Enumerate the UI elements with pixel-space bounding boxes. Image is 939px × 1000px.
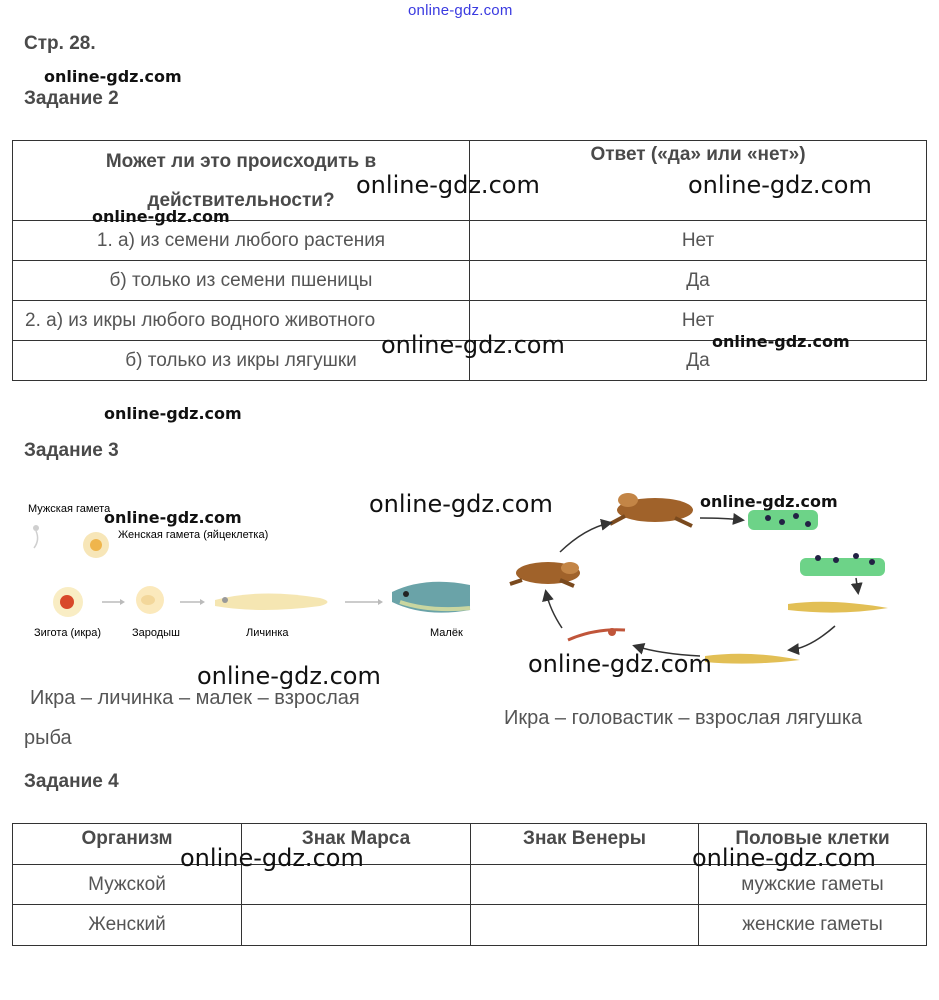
task2-row2-question: б) только из семени пшеницы	[13, 261, 470, 301]
task2-row4-question: б) только из икры лягушки	[13, 341, 470, 381]
task2-row1-answer: Нет	[470, 221, 927, 261]
embryo-icon	[136, 586, 164, 614]
task4-table	[12, 823, 927, 946]
cycle-arrow-icon	[560, 523, 610, 552]
watermark: online-gdz.com	[356, 171, 540, 199]
frog-eggs-icon	[748, 510, 818, 530]
fish-label-female-gamete: Женская гамета (яйцеклетка)	[118, 529, 269, 541]
site-mark-top: online-gdz.com	[408, 2, 513, 19]
cycle-arrow-icon	[700, 518, 742, 520]
fish-answer-line1: Икра – личинка – малек – взрослая	[30, 687, 360, 709]
task3-title: Задание 3	[24, 440, 119, 461]
task2-row3-answer: Нет	[470, 301, 927, 341]
male-gamete-icon	[33, 525, 39, 548]
task4-header-organism: Организм	[13, 824, 242, 865]
watermark: online-gdz.com	[180, 844, 364, 872]
cycle-arrow-icon	[856, 578, 858, 592]
task4-header-cells: Половые клетки	[699, 824, 927, 865]
task4-row2-organism: Женский	[13, 905, 242, 946]
adult-frog-icon	[610, 493, 693, 526]
watermark: online-gdz.com	[700, 492, 838, 511]
froglet-icon	[705, 654, 800, 664]
task2-header-question: Может ли это происходить в действительности?	[13, 141, 470, 221]
task4-header-mars: Знак Марса	[242, 824, 471, 865]
fish-label-larva: Личинка	[246, 627, 289, 639]
task4-title: Задание 4	[24, 771, 119, 792]
task4-row2-mars	[242, 905, 471, 946]
task2-header-answer: Ответ («да» или «нет»)	[470, 141, 927, 221]
watermark: online-gdz.com	[369, 490, 553, 518]
watermark: online-gdz.com	[197, 662, 381, 690]
task2-title: Задание 2	[24, 88, 119, 109]
watermark: online-gdz.com	[688, 171, 872, 199]
watermark: online-gdz.com	[381, 331, 565, 359]
task4-row1-cells: мужские гаметы	[699, 865, 927, 905]
page-label: Стр. 28.	[24, 33, 96, 54]
fish-answer-line2: рыба	[24, 727, 72, 749]
task4-row2-venus	[471, 905, 699, 946]
young-frog-icon	[568, 628, 625, 640]
task4-row2-cells: женские гаметы	[699, 905, 927, 946]
female-gamete-icon	[83, 532, 109, 558]
task2-row1-question: 1. а) из семени любого растения	[13, 221, 470, 261]
task4-row1-organism: Мужской	[13, 865, 242, 905]
frog-answer: Икра – головастик – взрослая лягушка	[504, 707, 863, 729]
zygote-egg-icon	[53, 587, 83, 617]
watermark: online-gdz.com	[92, 207, 230, 226]
fish-label-egg: Зигота (икра)	[34, 627, 102, 639]
fry-fish-icon	[392, 582, 470, 613]
watermark: online-gdz.com	[104, 404, 242, 423]
cycle-arrow-icon	[546, 592, 562, 628]
sitting-frog-icon	[510, 562, 580, 586]
task2-row3-question: 2. а) из икры любого водного животного	[13, 301, 470, 341]
fish-label-fry: Малёк	[430, 627, 463, 639]
tadpoles-icon	[800, 553, 885, 576]
watermark: online-gdz.com	[528, 650, 712, 678]
task4-header-venus: Знак Венеры	[471, 824, 699, 865]
watermark: online-gdz.com	[44, 67, 182, 86]
fish-label-embryo: Зародыш	[132, 627, 180, 639]
watermark: online-gdz.com	[712, 332, 850, 351]
task4-row1-venus	[471, 865, 699, 905]
cycle-arrow-icon	[790, 626, 835, 650]
watermark: online-gdz.com	[692, 844, 876, 872]
larva-icon	[215, 593, 328, 610]
task2-row2-answer: Да	[470, 261, 927, 301]
fish-label-male-gamete: Мужская гамета	[28, 503, 111, 515]
task2-row4-answer: Да	[470, 341, 927, 381]
tadpole-icon	[788, 602, 888, 613]
watermark: online-gdz.com	[104, 508, 242, 527]
